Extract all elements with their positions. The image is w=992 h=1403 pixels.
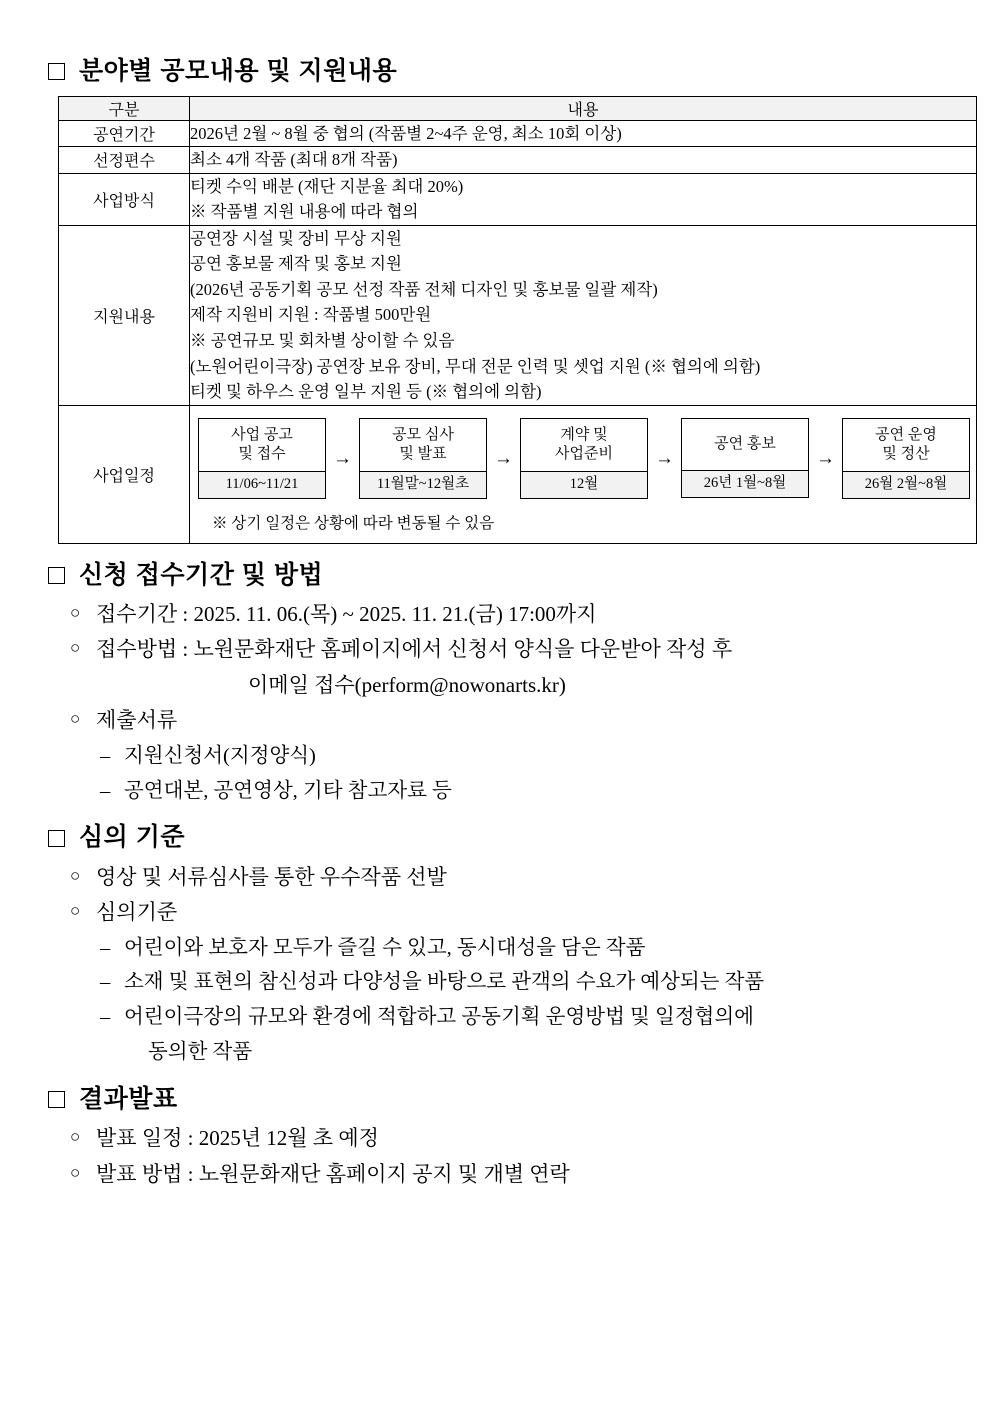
row-label: 선정편수: [59, 147, 190, 174]
flow-step-title: [199, 419, 325, 471]
list-item: [100, 933, 962, 964]
content-line: 최소 4개 작품 (최대 8개 작품): [190, 150, 398, 170]
circle-bullet-icon: ○: [70, 603, 81, 623]
flow-step-title-line: 공연 운영: [875, 426, 937, 443]
list-item-text: 제출서류: [96, 708, 178, 733]
list-item: [70, 599, 962, 629]
list-item: [100, 776, 962, 807]
square-bullet-icon: [48, 63, 65, 80]
flow-step-date: 12월: [521, 471, 647, 498]
list-item-continuation: 동의한 작품: [148, 1040, 253, 1063]
flow-step-title-line: 공연 홍보: [714, 436, 776, 453]
list-item-text: 공연대본, 공연영상, 기타 참고자료 등: [124, 779, 452, 802]
arrow-icon: →: [816, 447, 835, 469]
arrow-icon: →: [655, 447, 674, 469]
flow-step-title-line: 사업 공고: [231, 426, 293, 443]
table-header-row: [59, 96, 977, 120]
section-title: 결과발표: [79, 1084, 178, 1113]
list-item-text: 어린이와 보호자 모두가 즐길 수 있고, 동시대성을 담은 작품: [124, 936, 646, 959]
flow-step: [842, 418, 970, 499]
dash-bullet-icon: –: [100, 971, 111, 994]
row-content: [190, 173, 977, 225]
flow-step-title-line: 공모 심사: [392, 426, 454, 443]
list-item: [100, 967, 962, 998]
row-content: [190, 225, 977, 405]
schedule-note: ※ 상기 일정은 상황에 따라 변동될 수 있음: [212, 514, 495, 532]
square-bullet-icon: [48, 567, 65, 584]
flow-step: [520, 418, 648, 499]
circle-bullet-icon: ○: [70, 709, 81, 729]
content-line: (2026년 공동기획 공모 선정 작품 전체 디자인 및 홍보물 일괄 제작): [190, 279, 658, 299]
content-line: 티켓 및 하우스 운영 일부 지원 등 (※ 협의에 의함): [190, 382, 542, 402]
flow-step: [681, 418, 809, 498]
section-title: 심의 기준: [79, 823, 186, 852]
content-line: 티켓 수익 배분 (재단 지분율 최대 20%): [190, 176, 464, 196]
flow-step-date: 11/06~11/21: [199, 471, 325, 498]
content-line: 2026년 2월 ~ 8월 중 협의 (작품별 2~4주 운영, 최소 10회 이상): [190, 123, 622, 143]
content-line: 공연장 시설 및 장비 무상 지원: [190, 228, 402, 248]
circle-bullet-icon: ○: [70, 638, 81, 658]
list-item-text: 소재 및 표현의 참신성과 다양성을 바탕으로 관객의 수요가 예상되는 작품: [124, 971, 765, 994]
row-label: 사업일정: [59, 405, 190, 543]
table-row: [59, 225, 977, 405]
list-item-text: 영상 및 서류심사를 통한 우수작품 선발: [96, 864, 447, 889]
dash-bullet-icon: –: [100, 1006, 111, 1029]
row-content: [190, 147, 977, 174]
table-row: [59, 147, 977, 174]
list-item: [70, 862, 962, 892]
flow-step-date: 11월말~12월초: [360, 471, 486, 498]
flow-step: [198, 418, 326, 499]
list-item-text: 발표 일정 : 2025년 12월 초 예정: [96, 1126, 379, 1151]
arrow-icon: →: [494, 447, 513, 469]
review-list: [30, 862, 962, 1068]
list-item-text: 접수기간 : 2025. 11. 06.(목) ~ 2025. 11. 21.(금) 17:00까지: [96, 602, 597, 627]
circle-bullet-icon: ○: [70, 1127, 81, 1147]
row-label: 지원내용: [59, 225, 190, 405]
flow-step-title: [360, 419, 486, 471]
table-header-content: 내용: [190, 96, 977, 120]
schedule-flow: [190, 406, 976, 503]
content-line: ※ 작품별 지원 내용에 따라 협의: [190, 202, 419, 222]
list-item-text: 어린이극장의 규모와 환경에 적합하고 공동기획 운영방법 및 일정협의에: [124, 1006, 754, 1029]
table-row: [59, 173, 977, 225]
table-row: [59, 120, 977, 147]
content-line: ※ 공연규모 및 회차별 상이할 수 있음: [190, 331, 455, 350]
flow-step-title: [843, 419, 969, 471]
list-item: [70, 705, 962, 735]
list-item: [100, 741, 962, 772]
application-list: [30, 599, 962, 806]
program-details-table: [58, 96, 977, 544]
flow-step-title-line: 및 접수: [238, 446, 286, 463]
dash-bullet-icon: –: [100, 744, 111, 767]
square-bullet-icon: [48, 830, 65, 847]
dash-bullet-icon: –: [100, 936, 111, 959]
list-item-text: 지원신청서(지정양식): [124, 744, 316, 767]
list-item-text: 심의기준: [96, 900, 178, 925]
list-item: [100, 1002, 962, 1033]
section-heading-4: [48, 1086, 962, 1114]
flow-step-title: [682, 419, 808, 470]
flow-step-date: 26월 2월~8월: [843, 471, 969, 498]
row-label: 공연기간: [59, 120, 190, 147]
list-item-text: 접수방법 : 노원문화재단 홈페이지에서 신청서 양식을 다운받아 작성 후: [96, 637, 733, 662]
flow-step-title-line: 및 발표: [399, 446, 447, 463]
flow-step: [359, 418, 487, 499]
content-line: (노원어린이극장) 공연장 보유 장비, 무대 전문 인력 및 셋업 지원 (※ 협의에 의함): [190, 356, 761, 376]
flow-step-title: [521, 419, 647, 471]
schedule-cell: [190, 405, 977, 543]
section-heading-3: [48, 824, 962, 852]
row-content: [190, 120, 977, 147]
circle-bullet-icon: ○: [70, 901, 81, 921]
square-bullet-icon: [48, 1091, 65, 1108]
section-title: 분야별 공모내용 및 지원내용: [79, 57, 398, 85]
content-line: 공연 홍보물 제작 및 홍보 지원: [190, 254, 402, 274]
row-label: 사업방식: [59, 173, 190, 225]
table-row-schedule: [59, 405, 977, 543]
list-item: [70, 634, 962, 664]
circle-bullet-icon: ○: [70, 865, 81, 885]
table-header-division: 구분: [59, 96, 190, 120]
content-line: 제작 지원비 지원 : 작품별 500만원: [190, 305, 432, 325]
flow-step-title-line: 계약 및: [560, 426, 608, 443]
list-item-continuation: 이메일 접수(perform@nowonarts.kr): [248, 672, 566, 697]
section-heading-2: [48, 562, 962, 590]
dash-bullet-icon: –: [100, 779, 111, 802]
section-title: 신청 접수기간 및 방법: [79, 560, 324, 589]
circle-bullet-icon: ○: [70, 1162, 81, 1182]
flow-step-title-line: 사업준비: [555, 446, 613, 463]
list-item: [70, 897, 962, 927]
list-item: [70, 1123, 962, 1153]
result-list: [30, 1123, 962, 1189]
flow-step-title-line: 및 정산: [882, 446, 930, 463]
flow-step-date: 26년 1월~8월: [682, 470, 808, 497]
list-item-text: 발표 방법 : 노원문화재단 홈페이지 공지 및 개별 연락: [96, 1161, 570, 1186]
arrow-icon: →: [333, 447, 352, 469]
list-item: [70, 1159, 962, 1189]
section-heading-1: [48, 58, 962, 86]
